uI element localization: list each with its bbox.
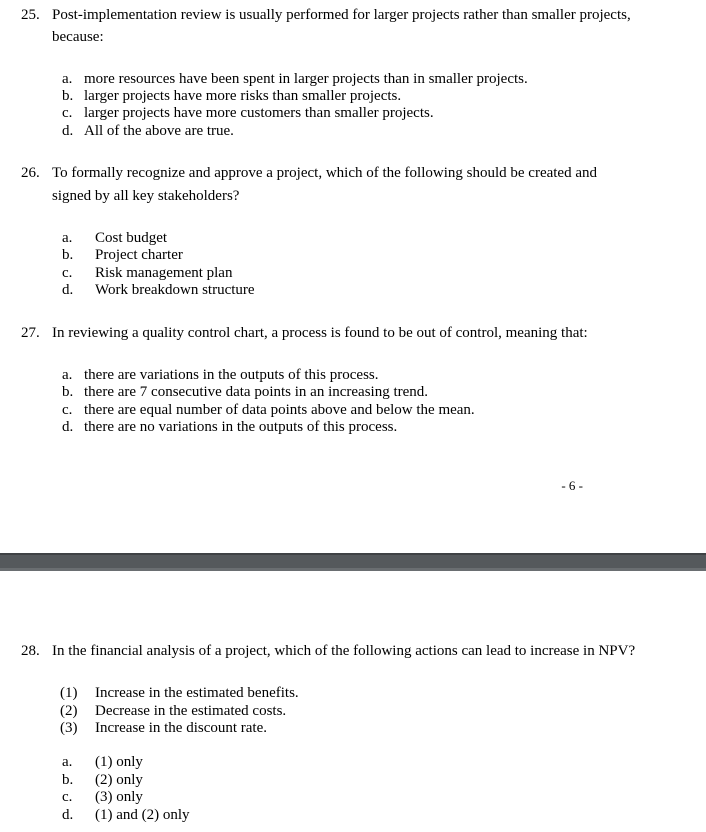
- item-text: Increase in the estimated benefits.: [95, 685, 299, 701]
- page-number: - 6 -: [561, 478, 583, 493]
- option-letter: c.: [62, 402, 73, 418]
- option-letter: b.: [62, 772, 74, 788]
- option-letter: a.: [62, 71, 73, 87]
- question-number: 28.: [21, 643, 40, 659]
- option-letter: d.: [62, 419, 74, 435]
- option-text: there are variations in the outputs of this process.: [84, 367, 379, 383]
- document-page: [0, 571, 706, 832]
- option-letter: d.: [62, 807, 74, 823]
- question-text-line: because:: [52, 29, 104, 45]
- question-text-line: In the financial analysis of a project, which of the following actions can lead to increase in NPV?: [52, 643, 636, 659]
- item-label: (2): [60, 703, 78, 719]
- option-text: Work breakdown structure: [95, 282, 255, 298]
- option-text: there are equal number of data points above and below the mean.: [84, 402, 475, 418]
- option-text: larger projects have more risks than smaller projects.: [84, 88, 402, 104]
- option-letter: c.: [62, 265, 73, 281]
- option-letter: b.: [62, 247, 74, 263]
- item-label: (3): [60, 720, 78, 736]
- question-number: 25.: [21, 7, 40, 23]
- option-text: Project charter: [95, 247, 183, 263]
- option-text: Risk management plan: [95, 265, 233, 281]
- option-letter: c.: [62, 105, 73, 121]
- item-label: (1): [60, 685, 78, 701]
- option-letter: d.: [62, 282, 74, 298]
- question-text-line: To formally recognize and approve a project, which of the following should be created and: [52, 165, 598, 181]
- option-text: (3) only: [95, 789, 143, 805]
- option-letter: d.: [62, 123, 74, 139]
- question-number: 27.: [21, 325, 40, 341]
- page-separator: [0, 553, 706, 571]
- option-text: (1) only: [95, 754, 143, 770]
- option-text: more resources have been spent in larger projects than in smaller projects.: [84, 71, 528, 87]
- option-text: there are no variations in the outputs of this process.: [84, 419, 398, 435]
- option-text: larger projects have more customers than smaller projects.: [84, 105, 434, 121]
- option-letter: a.: [62, 230, 73, 246]
- question-text-line: Post-implementation review is usually performed for larger projects rather than smaller projects,: [52, 7, 631, 23]
- option-text: Cost budget: [95, 230, 168, 246]
- option-letter: c.: [62, 789, 73, 805]
- question-text-line: In reviewing a quality control chart, a process is found to be out of control, meaning that:: [52, 325, 588, 341]
- option-letter: a.: [62, 754, 73, 770]
- question-number: 26.: [21, 165, 40, 181]
- option-text: (2) only: [95, 772, 143, 788]
- item-text: Increase in the discount rate.: [95, 720, 268, 736]
- option-letter: b.: [62, 384, 74, 400]
- option-letter: b.: [62, 88, 74, 104]
- question-text-line: signed by all key stakeholders?: [52, 188, 240, 204]
- option-text: All of the above are true.: [84, 123, 234, 139]
- item-text: Decrease in the estimated costs.: [95, 703, 287, 719]
- option-text: there are 7 consecutive data points in an increasing trend.: [84, 384, 429, 400]
- option-text: (1) and (2) only: [95, 807, 190, 823]
- option-letter: a.: [62, 367, 73, 383]
